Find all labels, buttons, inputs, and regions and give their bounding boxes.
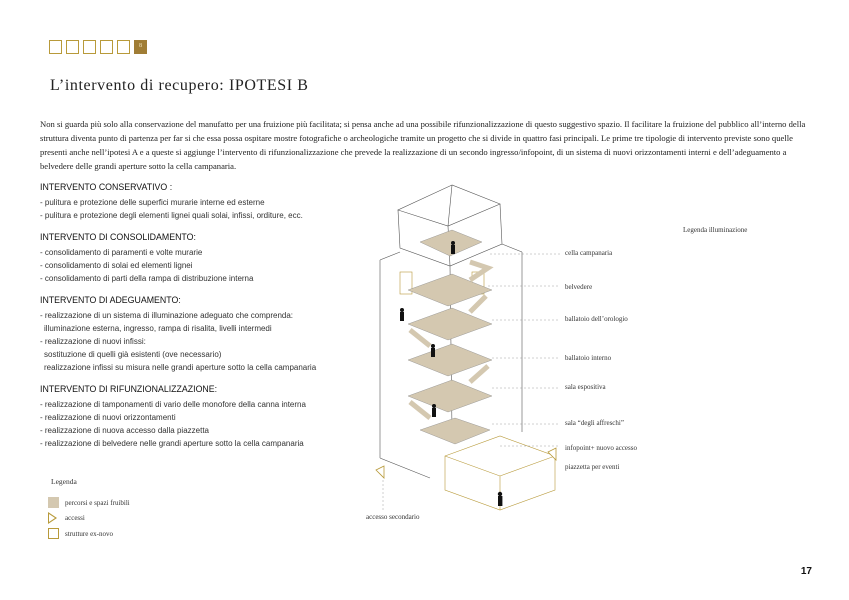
person-icon	[432, 404, 436, 417]
section-line: - pulitura e protezione delle superfici murarie interne ed esterne	[40, 198, 265, 207]
section-line: - realizzazione di nuovi orizzontamenti	[40, 413, 176, 422]
page-title: L’intervento di recupero: IPOTESI B	[50, 77, 309, 94]
section-line: - consolidamento di parti della rampa di distribuzione interna	[40, 274, 254, 283]
label-ballatoio-orologio: ballatoio dell’orologio	[565, 315, 628, 323]
legend-title: Legenda	[51, 477, 77, 486]
tower-outline	[380, 185, 555, 510]
section-line: - realizzazione di nuovi infissi:	[40, 337, 146, 346]
person-icon	[451, 241, 455, 254]
section-line: - consolidamento di solai ed elementi lignei	[40, 261, 193, 270]
intro-paragraph: Non si guarda più solo alla conservazione del manufatto per una fruizione più facilitata; si pensa anche ad una possibile rifunzionalizzazione di questo suggestivo spazio. Il facilitare la fruizione del pubblico all’interno della struttura diventa punto di partenza per far si che essa possa ospitare mostre fotografiche o archeologiche tramite un progetto che si divide in quattro fasi principali. Le prime tre tipologie di intervento previste sono quelle presenti anche nell’ipotesi A e a queste si aggiunge l’intervento di rifunzionalizzazione che prevede la realizzazione di un secondo ingresso/infopoint, di un sistema di nuovi orizzontamenti interni e dell’adeguamento a belvedere delle grandi aperture sotto la cella campanaria.	[40, 119, 806, 171]
label-sala-affreschi: sala “degli affreschi”	[565, 419, 624, 427]
section-line: - pulitura e protezione degli elementi lignei quali solai, infissi, orditure, ecc.	[40, 211, 303, 220]
legend-label: accessi	[65, 514, 85, 522]
label-sala-espositiva: sala espositiva	[565, 383, 606, 391]
section-heading: INTERVENTO DI CONSOLIDAMENTO:	[40, 232, 196, 242]
section-line: - realizzazione di tamponamenti di vario delle monofore della canna interna	[40, 400, 306, 409]
person-icon	[400, 308, 404, 321]
label-cella-campanaria: cella campanaria	[565, 249, 613, 257]
section-line: illuminazione esterna, ingresso, rampa di risalita, livelli intermedi	[44, 324, 272, 333]
chapter-nav-marker: 8	[139, 43, 142, 49]
legend-label: percorsi e spazi fruibili	[65, 498, 130, 507]
section-line: realizzazione infissi su misura nelle grandi aperture sotto la cella campanaria	[44, 363, 317, 372]
legend-label: strutture ex-novo	[65, 529, 114, 538]
access-triangle-icon	[376, 466, 384, 478]
label-accesso-secondario: accesso secondario	[366, 513, 420, 521]
section-line: sostituzione di quelli già esistenti (ove necessario)	[44, 350, 222, 359]
label-piazzetta: piazzetta per eventi	[565, 463, 620, 471]
section-line: - realizzazione di belvedere nelle grandi aperture sotto la cella campanaria	[40, 439, 304, 448]
person-icon	[431, 344, 435, 357]
access-markers	[376, 448, 556, 478]
label-ballatoio-interno: ballatoio interno	[565, 354, 612, 362]
section-line: - realizzazione di nuova accesso dalla piazzetta	[40, 426, 209, 435]
person-icon	[498, 492, 503, 506]
page-number: 17	[800, 566, 812, 577]
legend-illuminazione-title: Legenda illuminazione	[683, 226, 748, 234]
label-belvedere: belvedere	[565, 283, 593, 291]
label-infopoint: infopoint+ nuovo accesso	[565, 444, 637, 452]
section-heading: INTERVENTO CONSERVATIVO :	[40, 182, 173, 192]
section-line: - consolidamento di paramenti e volte murarie	[40, 248, 203, 257]
section-line: - realizzazione di un sistema di illuminazione adeguato che comprenda:	[40, 311, 294, 320]
section-heading: INTERVENTO DI RIFUNZIONALIZZAZIONE:	[40, 384, 218, 394]
section-heading: INTERVENTO DI ADEGUAMENTO:	[40, 295, 181, 305]
